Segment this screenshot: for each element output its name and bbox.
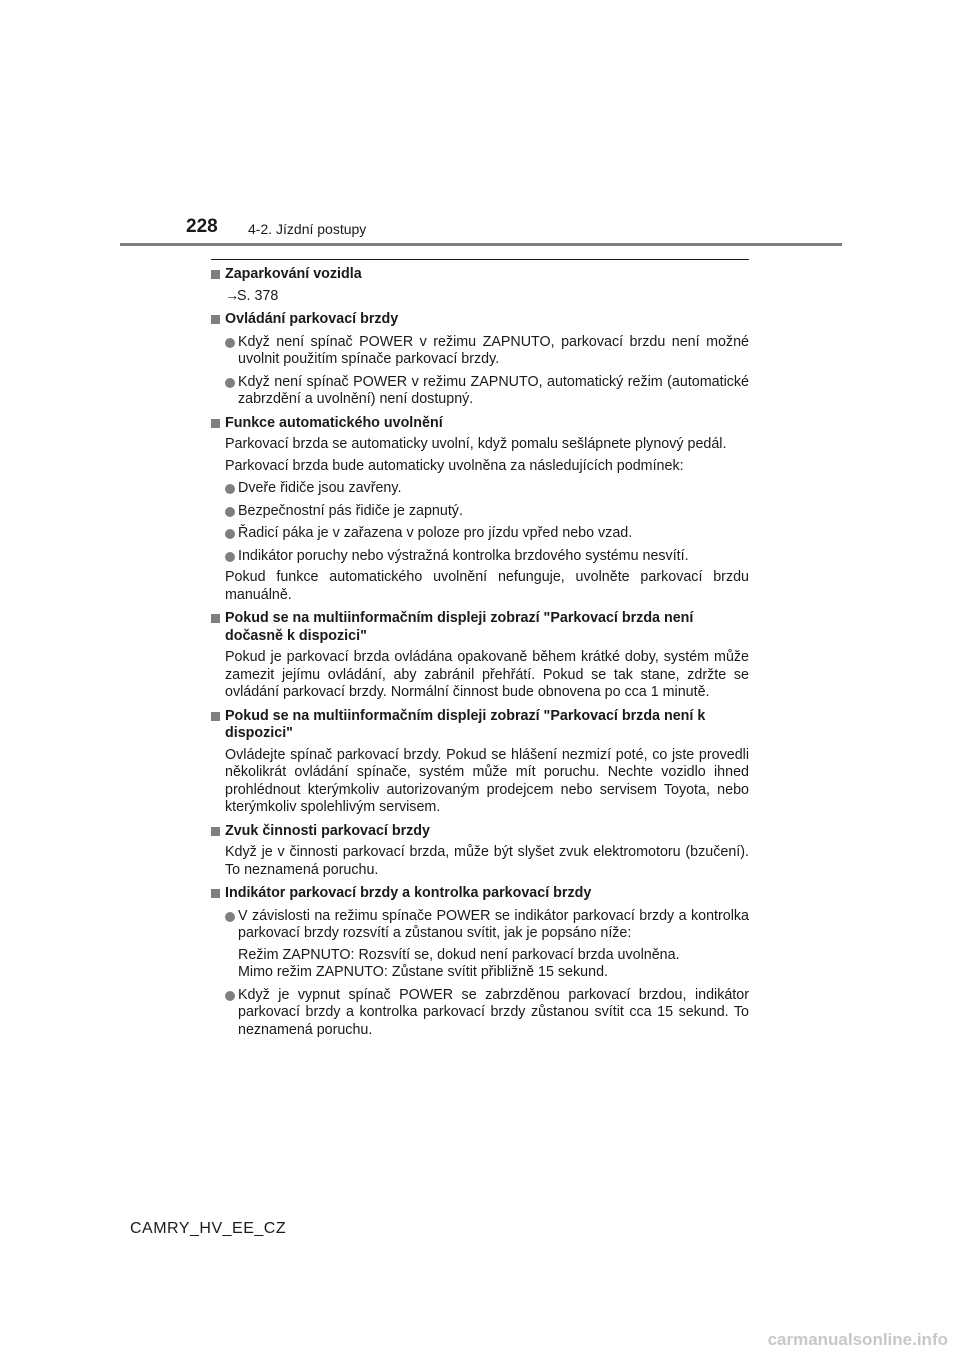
square-bullet-icon (211, 827, 220, 836)
heading-text: Pokud se na multiinformačním displeji zobrazí "Parkovací brzda není k dispozici" (225, 707, 706, 741)
heading-temporarily-unavailable (211, 610, 749, 645)
arrow-right-icon: → (225, 287, 240, 304)
round-bullet-icon (225, 507, 235, 517)
sub-line: Mimo režim ZAPNUTO: Zůstane svítit přibližně 15 sekund. (238, 964, 608, 980)
list-item-text: Dveře řidiče jsou zavřeny. (238, 480, 402, 496)
square-bullet-icon (211, 712, 220, 721)
list-item (211, 374, 749, 409)
header-rule (120, 243, 842, 246)
page-reference[interactable] (211, 288, 749, 306)
heading-text: Zaparkování vozidla (225, 266, 362, 282)
heading-parking (211, 266, 749, 284)
page-number: 228 (186, 216, 218, 237)
list-item (211, 548, 749, 566)
list-item (211, 480, 749, 498)
heading-operation-sound (211, 823, 749, 841)
square-bullet-icon (211, 270, 220, 279)
round-bullet-icon (225, 529, 235, 539)
round-bullet-icon (225, 484, 235, 494)
heading-text: Ovládání parkovací brzdy (225, 311, 399, 327)
list-item-text: Řadicí páka je v zařazena v poloze pro jízdu vpřed nebo vzad. (238, 525, 633, 541)
reference-text: S. 378 (237, 287, 279, 304)
heading-auto-release (211, 415, 749, 433)
sub-line: Režim ZAPNUTO: Rozsvítí se, dokud není parkovací brzda uvolněna. (238, 946, 680, 963)
heading-text: Pokud se na multiinformačním displeji zobrazí "Parkovací brzda není dočasně k dispozici" (225, 610, 694, 644)
paragraph: Parkovací brzda bude automaticky uvolněna za následujících podmínek: (225, 457, 684, 474)
round-bullet-icon (225, 912, 235, 922)
list-item-text: Když není spínač POWER v režimu ZAPNUTO, automatický režim (automatické zabrzdění a uvolnění) není dostupný. (238, 373, 749, 407)
square-bullet-icon (211, 889, 220, 898)
list-item (211, 503, 749, 521)
list-item-text: Když je vypnut spínač POWER se zabrzděnou parkovací brzdou, indikátor parkovací brzdy a kontrolka parkovací brzdy zůstanou svítit cca 15 sekund. To neznamená poruchu. (238, 986, 749, 1038)
content-rule (211, 259, 749, 260)
heading-text: Zvuk činnosti parkovací brzdy (225, 822, 430, 839)
section-title: 4-2. Jízdní postupy (248, 221, 367, 237)
paragraph: Ovládejte spínač parkovací brzdy. Pokud se hlášení nezmizí poté, co jste provedli několikrát ovládání spínače, systém může mít poruchu. Nechte vozidlo ihned prohlédnout kterýmkoliv autorizovaným prodejcem nebo servisem Toyota, nebo kterýmkoliv spolehlivým servisem. (225, 746, 749, 815)
sub-paragraph (211, 947, 749, 982)
square-bullet-icon (211, 315, 220, 324)
paragraph: Parkovací brzda se automaticky uvolní, když pomalu sešlápnete plynový pedál. (225, 436, 727, 452)
list-item (211, 987, 749, 1040)
list-item-text: Když není spínač POWER v režimu ZAPNUTO, parkovací brzdu není možné uvolnit použitím spínače parkovací brzdy. (238, 333, 749, 367)
round-bullet-icon (225, 552, 235, 562)
round-bullet-icon (225, 338, 235, 348)
heading-unavailable (211, 708, 749, 743)
list-item (211, 525, 749, 543)
heading-brake-control (211, 311, 749, 329)
list-item-text: Bezpečnostní pás řidiče je zapnutý. (238, 502, 463, 519)
round-bullet-icon (225, 991, 235, 1001)
paragraph: Když je v činnosti parkovací brzda, může být slyšet zvuk elektromotoru (bzučení). To neznamená poruchu. (225, 844, 749, 878)
square-bullet-icon (211, 614, 220, 623)
paragraph: Pokud funkce automatického uvolnění nefunguje, uvolněte parkovací brzdu manuálně. (225, 569, 749, 603)
paragraph: Pokud je parkovací brzda ovládána opakovaně během krátké doby, systém může zamezit jejímu ovládání, aby zabránil přehřátí. Pokud se tak stane, zdržte se ovládání parkovací brzdy. Normální činnost bude obnovena po cca 1 minutě. (225, 649, 749, 700)
round-bullet-icon (225, 378, 235, 388)
list-item (211, 908, 749, 943)
list-item (211, 334, 749, 369)
square-bullet-icon (211, 419, 220, 428)
page-content (211, 266, 749, 1039)
heading-text: Indikátor parkovací brzdy a kontrolka parkovací brzdy (225, 885, 592, 901)
heading-text: Funkce automatického uvolnění (225, 414, 443, 431)
list-item-text: V závislosti na režimu spínače POWER se indikátor parkovací brzdy a kontrolka parkovací brzdy rozsvítí a zůstanou svítit, jak je popsáno níže: (238, 907, 749, 941)
heading-indicator (211, 885, 749, 903)
document-code: CAMRY_HV_EE_CZ (130, 1220, 287, 1237)
list-item-text: Indikátor poruchy nebo výstražná kontrolka brzdového systému nesvítí. (238, 547, 689, 564)
watermark: carmanualsonline.info (767, 1330, 948, 1349)
